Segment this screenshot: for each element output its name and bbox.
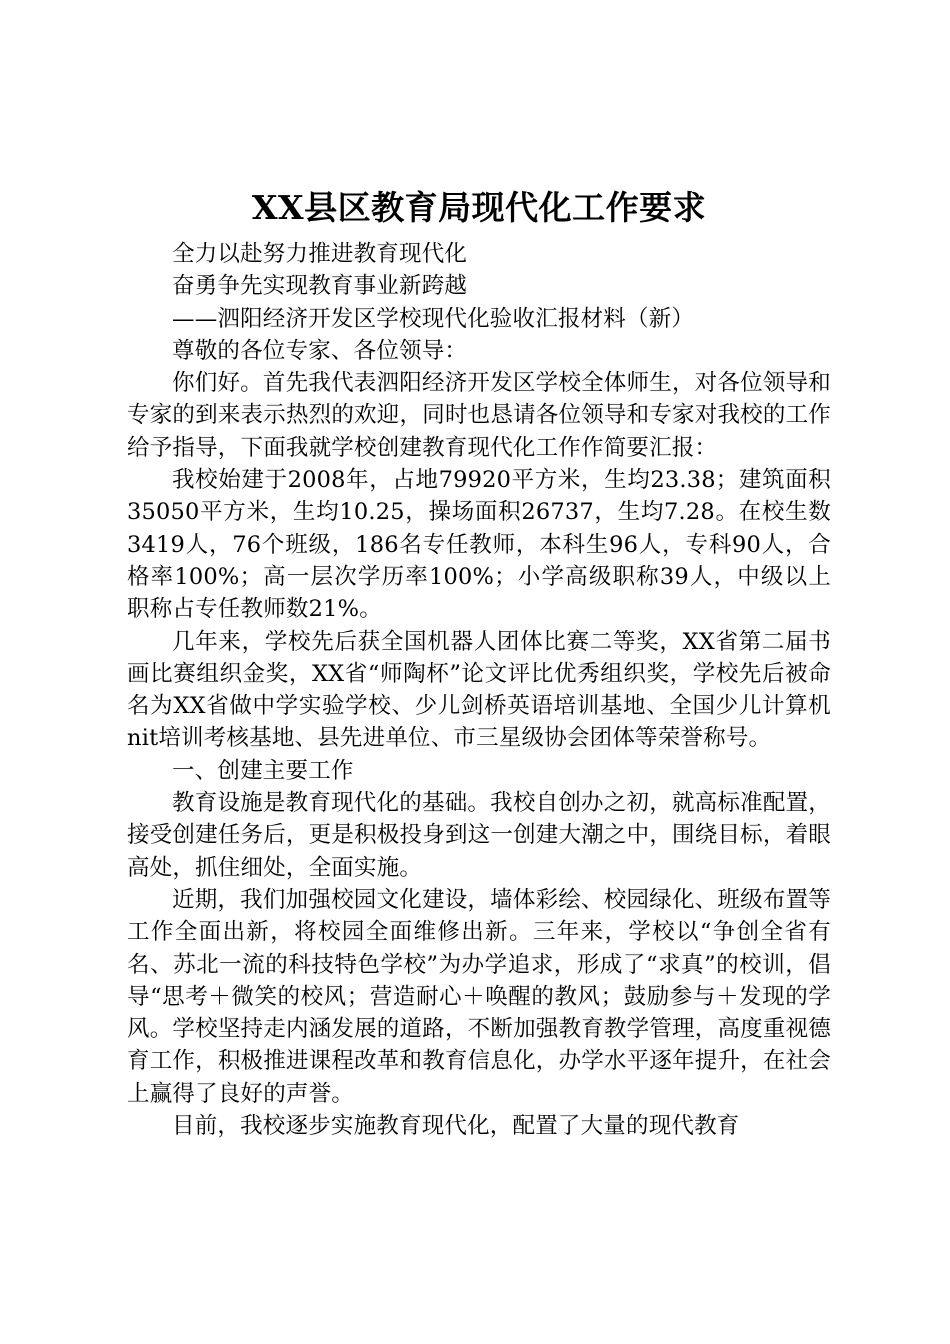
- document-body: [127, 238, 831, 1142]
- paragraph-culture: 近期，我们加强校园文化建设，墙体彩绘、校园绿化、班级布置等工作全面出新，将校园全面维修出新。三年来，学校以“争创全省有名、苏北一流的科技特色学校”为办学追求，形成了“求真”的校训，倡导“思考＋微笑的校风；营造耐心＋唤醒的教风；鼓励参与＋发现的学风。学校坚持走内涵发展的道路，不断加强教育教学管理，高度重视德育工作，积极推进课程改革和教育信息化，办学水平逐年提升，在社会上赢得了良好的声誉。: [127, 886, 831, 1107]
- document-page: [127, 178, 831, 1142]
- subtitle-line-3: ——泗阳经济开发区学校现代化验收汇报材料（新）: [172, 305, 695, 332]
- subtitle-line-2: 奋勇争先实现教育事业新跨越: [172, 273, 468, 300]
- salutation: 尊敬的各位专家、各位领导：: [172, 337, 468, 364]
- paragraph-facilities: 教育设施是教育现代化的基础。我校自创办之初，就高标准配置，接受创建任务后，更是积极投身到这一创建大潮之中，围绕目标，着眼高处，抓住细处，全面实施。: [127, 790, 831, 881]
- subtitle-line-1: 全力以赴努力推进教育现代化: [172, 241, 468, 267]
- paragraph-greeting: 你们好。首先我代表泗阳经济开发区学校全体师生，对各位领导和专家的到来表示热烈的欢迎，同时也恳请各位领导和专家对我校的工作给予指导，下面我就学校创建教育现代化工作作简要汇报：: [127, 370, 831, 461]
- paragraph-school-stats: 我校始建于2008年，占地79920平方米，生均23.38；建筑面积35050平方米，生均10.25，操场面积26737，生均7.28。在校生数3419人，76个班级，186名专任教师，本科生96人，专科90人，合格率100%；高一层次学历率100%；小学高级职称39人，中级以上职称占专任教师数21%。: [127, 467, 831, 623]
- paragraph-awards: 几年来，学校先后获全国机器人团体比赛二等奖，XX省第二届书画比赛组织金奖，XX省“师陶杯”论文评比优秀组织奖，学校先后被命名为XX省做中学实验学校、少儿剑桥英语培训基地、全国少儿计算机nit培训考核基地、县先进单位、市三星级协会团体等荣誉称号。: [127, 628, 831, 752]
- paragraph-current: 目前，我校逐步实施教育现代化，配置了大量的现代教育: [172, 1113, 740, 1140]
- section-heading: 一、创建主要工作: [172, 757, 354, 784]
- document-title: XX县区教育局现代化工作要求: [251, 188, 707, 227]
